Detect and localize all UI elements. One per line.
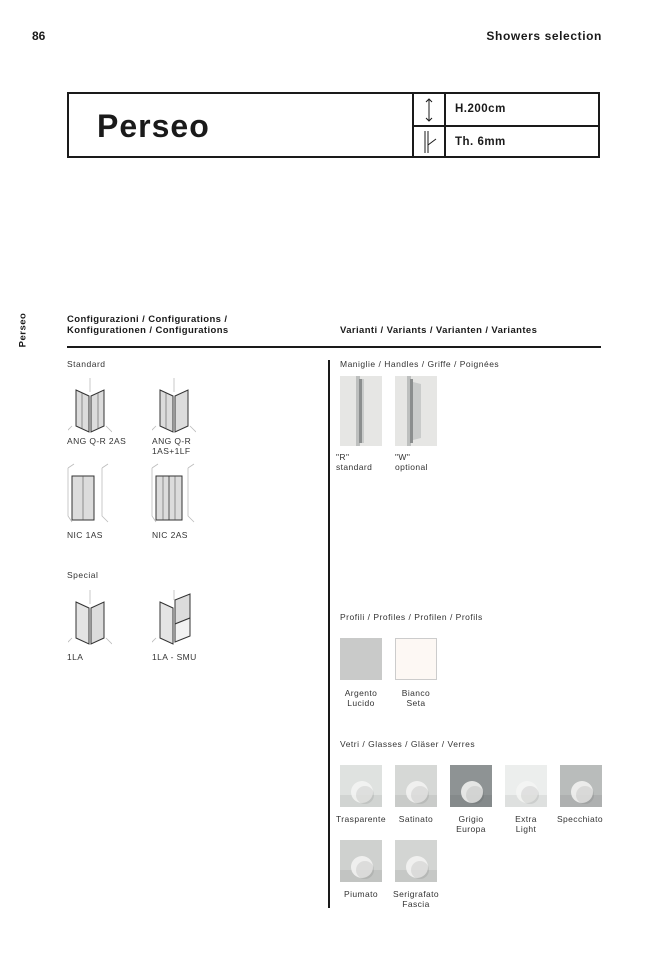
caption-line: 1AS+1LF [152,446,191,456]
variants-heading: Varianti / Variants / Varianten / Variantes [340,325,538,336]
caption-line: Light [515,824,537,834]
column-divider [328,360,330,908]
caption-line: 1LA - SMU [152,652,197,662]
caption-line: NIC 2AS [152,530,188,540]
standard-label: Standard [67,359,106,369]
caption-line: 1LA [67,652,84,662]
configurations-heading [67,314,229,336]
page-number: 86 [32,29,46,43]
product-title-box [67,92,600,158]
caption-line: Grigio [458,814,484,824]
handle-r-image [340,376,382,446]
caption-line: ANG Q-R 2AS [67,436,127,446]
caption-line: Satinato [398,814,434,824]
handle-w-caption [395,452,445,472]
glass-sphere-icon [450,765,492,807]
thickness-spec: Th. 6mm [455,136,506,148]
caption-line: standard [336,462,373,472]
handles-label: Maniglie / Handles / Griffe / Poignées [340,359,500,369]
glass-extralight-swatch [505,765,547,807]
caption-line: Argento [344,688,378,698]
side-label: Perseo [17,312,29,348]
config-ang-2as-caption [67,436,126,446]
glass-trasparente-caption [330,814,392,824]
profile-argento-swatch [340,638,382,680]
glasses-label: Vetri / Glasses / Gläser / Verres [340,739,476,749]
config-nic-2as-caption [152,530,188,540]
glass-sphere-icon [340,840,382,882]
glass-specchiato-caption [548,814,612,824]
caption-line: Extra [515,814,537,824]
glass-sphere-icon [395,840,437,882]
nic-1as-diagram [64,460,112,526]
product-name: Perseo [97,108,210,144]
caption-line: Europa [456,824,486,834]
glass-serigrafato-caption [383,889,449,909]
glass-grigio-caption [440,814,502,834]
glass-sphere-icon [560,765,602,807]
thickness-icon [416,129,442,155]
glass-specchiato-swatch [560,765,602,807]
config-ang-1as1lf-caption [152,436,191,456]
ang-1as1lf-diagram [152,376,196,436]
section-title: Showers selection [486,29,602,43]
glass-grigio-swatch [450,765,492,807]
special-label: Special [67,570,99,580]
caption-line: "R" [336,452,350,462]
config-1la-smu-caption [152,652,197,662]
1la-diagram [68,588,112,650]
1la-smu-diagram [152,588,198,650]
caption-line: Piumato [344,889,378,899]
caption-line: NIC 1AS [67,530,103,540]
caption-line: Bianco [401,688,431,698]
handle-r-caption [336,452,386,472]
caption-line: Seta [406,698,426,708]
glass-trasparente-swatch [340,765,382,807]
glass-sphere-icon [395,765,437,807]
height-spec: H.200cm [455,103,506,115]
profile-bianco-swatch [395,638,437,680]
glass-piumato-swatch [340,840,382,882]
handle-w-icon [395,376,437,446]
glass-sphere-icon [340,765,382,807]
profile-bianco-caption [385,688,447,708]
glass-sphere-icon [505,765,547,807]
heading-rule [67,346,601,348]
caption-line: Serigrafato [393,889,439,899]
profiles-label: Profili / Profiles / Profilen / Profils [340,612,483,622]
caption-line: ANG Q-R [152,436,192,446]
caption-line: Fascia [402,899,430,909]
caption-line: Trasparente [336,814,386,824]
spec-divider [412,125,598,127]
glass-satinato-swatch [395,765,437,807]
configurations-heading-line2: Konfigurationen / Configurations [67,325,229,336]
caption-line: Specchiato [556,814,604,824]
config-nic-1as-caption [67,530,103,540]
caption-line: "W" [395,452,411,462]
ang-2as-diagram [68,376,112,436]
glass-satinato-caption [385,814,447,824]
handle-w-image [395,376,437,446]
profile-argento-caption [330,688,392,708]
caption-line: optional [395,462,428,472]
handle-r-icon [340,376,382,446]
caption-line: Lucido [347,698,375,708]
glass-serigrafato-swatch [395,840,437,882]
nic-2as-diagram [148,460,196,526]
config-1la-caption [67,652,83,662]
height-icon [416,97,442,123]
configurations-heading-line1: Configurazioni / Configurations / [67,314,228,325]
